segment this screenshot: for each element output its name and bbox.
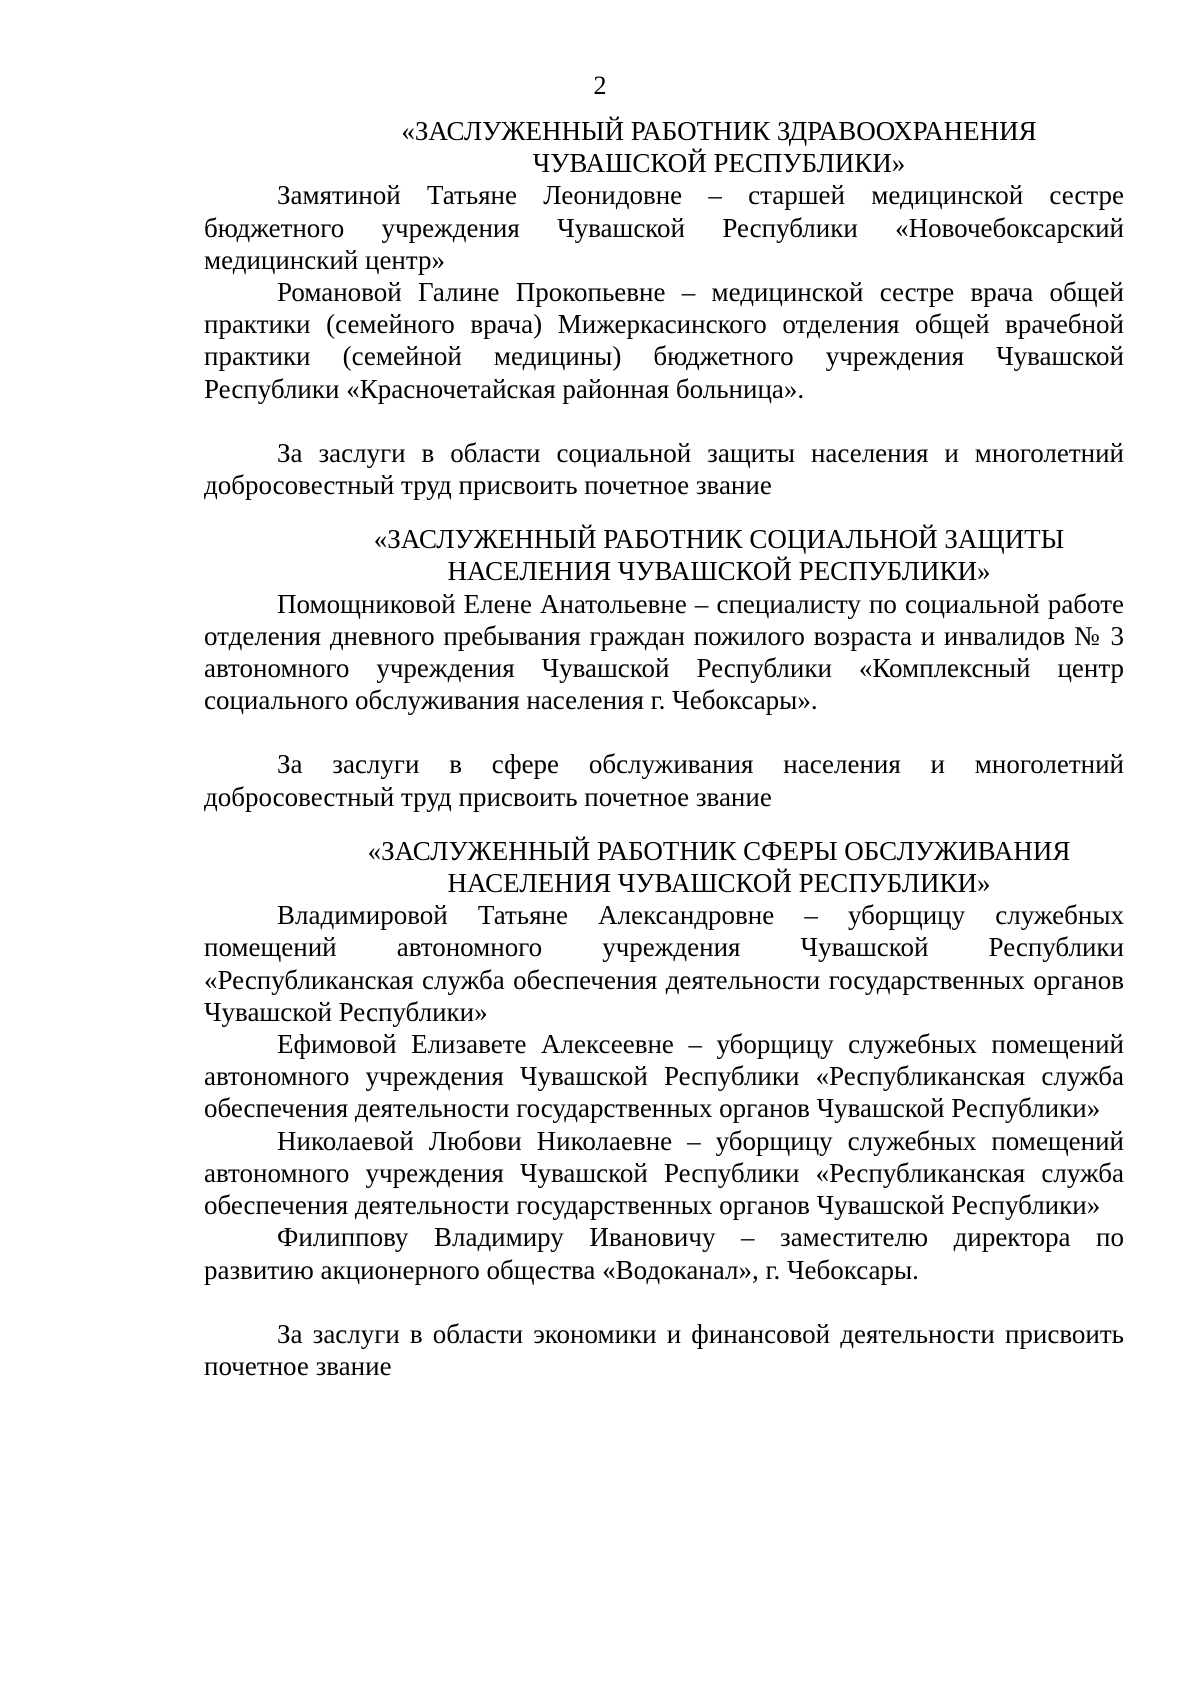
award-title-line: ЧУВАШСКОЙ РЕСПУБЛИКИ» bbox=[532, 148, 906, 179]
award-title-line: «ЗАСЛУЖЕННЫЙ РАБОТНИК СФЕРЫ ОБСЛУЖИВАНИЯ bbox=[367, 835, 1071, 866]
recipient-paragraph: Романовой Галине Прокопьевне – медицинской сестре врача общей практики (семейного врача) Мижеркасинского отделения общей врачебной практики (семейной медицины) бюджетного учреждения Чувашской Республики «Красночетайская районная больница». bbox=[204, 277, 1124, 404]
closing-paragraph: За заслуги в области экономики и финансовой деятельности присвоить почетное звание bbox=[204, 1318, 1124, 1381]
paragraph-gap bbox=[204, 501, 1124, 523]
recipient-paragraph: Николаевой Любови Николаевне – уборщицу служебных помещений автономного учреждения Чувашской Республики «Республиканская служба обеспечения деятельности государственных органов Чувашской Республики» bbox=[204, 1125, 1124, 1221]
recipient-paragraph: Филиппову Владимиру Ивановичу – заместителю директора по развитию акционерного общества «Водоканал», г. Чебоксары. bbox=[204, 1222, 1124, 1285]
recipient-paragraph: Помощниковой Елене Анатольевне – специалисту по социальной работе отделения дневного пребывания граждан пожилого возраста и инвалидов № 3 автономного учреждения Чувашской Республики «Комплексный центр социального обслуживания населения г. Чебоксары». bbox=[204, 588, 1124, 716]
recipient-paragraph: Владимировой Татьяне Александровне – уборщицу служебных помещений автономного учреждения Чувашской Республики «Республиканская служба обеспечения деятельности государственных органов Чувашской Республики» bbox=[204, 900, 1124, 1027]
page-number: 2 bbox=[593, 71, 607, 100]
paragraph-gap bbox=[204, 405, 1124, 437]
award-title-healthcare bbox=[204, 115, 1124, 179]
award-title-service-sphere bbox=[204, 835, 1124, 899]
award-title-social-protection bbox=[204, 523, 1124, 587]
paragraph-gap bbox=[204, 716, 1124, 748]
document-body bbox=[204, 115, 1124, 1382]
award-title-line: НАСЕЛЕНИЯ ЧУВАШСКОЙ РЕСПУБЛИКИ» bbox=[447, 868, 991, 899]
recipient-paragraph: Замятиной Татьяне Леонидовне – старшей медицинской сестре бюджетного учреждения Чувашской Республики «Новочебоксарский медицинский центр» bbox=[204, 180, 1124, 275]
paragraph-gap bbox=[204, 1286, 1124, 1318]
recipient-paragraph: Ефимовой Елизавете Алексеевне – уборщицу служебных помещений автономного учреждения Чувашской Республики «Республиканская служба обеспечения деятельности государственных органов Чувашской Республики» bbox=[204, 1029, 1124, 1124]
award-intro-paragraph: За заслуги в сфере обслуживания населения и многолетний добросовестный труд присвоить почетное звание bbox=[204, 749, 1124, 812]
award-title-line: «ЗАСЛУЖЕННЫЙ РАБОТНИК ЗДРАВООХРАНЕНИЯ bbox=[401, 116, 1037, 146]
award-title-line: НАСЕЛЕНИЯ ЧУВАШСКОЙ РЕСПУБЛИКИ» bbox=[447, 556, 991, 587]
paragraph-gap bbox=[204, 813, 1124, 835]
award-title-line: «ЗАСЛУЖЕННЫЙ РАБОТНИК СОЦИАЛЬНОЙ ЗАЩИТЫ bbox=[373, 524, 1065, 555]
award-intro-paragraph: За заслуги в области социальной защиты населения и многолетний добросовестный труд присвоить почетное звание bbox=[204, 437, 1124, 501]
